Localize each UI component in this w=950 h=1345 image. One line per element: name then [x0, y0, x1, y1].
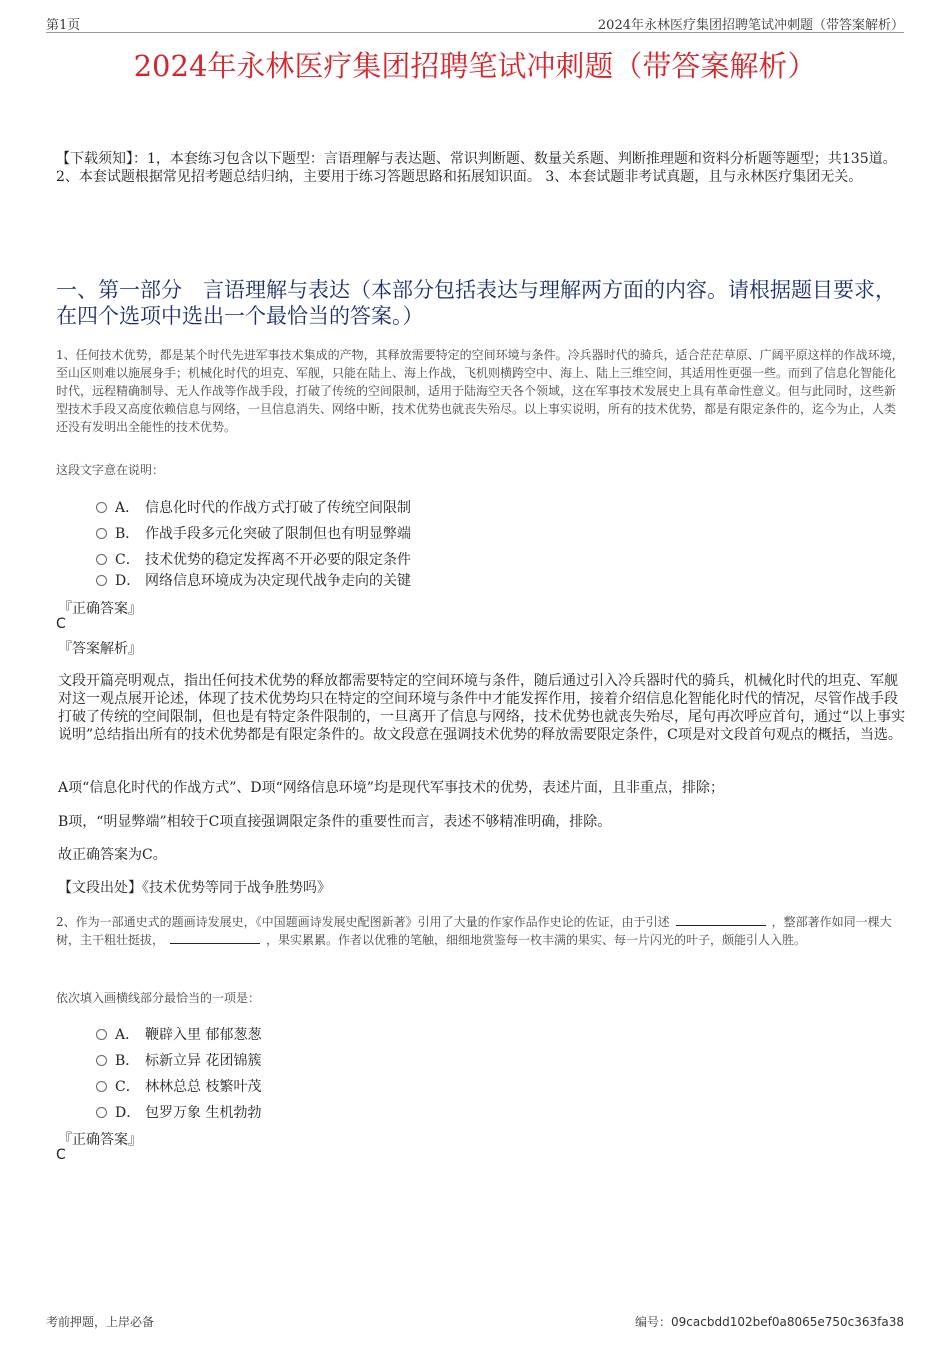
- q1-option-a[interactable]: [96, 497, 411, 517]
- header-page-number: 第1页: [46, 18, 81, 33]
- radio-icon[interactable]: [96, 502, 107, 513]
- option-text: 技术优势的稳定发挥离不开必要的限定条件: [145, 552, 411, 568]
- footer-code-value: 09cacbdd102bef0a8065e750c363fa38: [671, 1315, 904, 1329]
- radio-icon[interactable]: [96, 575, 107, 586]
- q1-analysis-paragraph: B项，“明显弊端”相较于C项直接强调限定条件的重要性而言，表述不够精准明确，排除。: [58, 814, 612, 830]
- q2-stem-part: ，整部著作如同一棵大树，主干粗壮挺拔，: [56, 915, 892, 947]
- page-title: 2024年永林医疗集团招聘笔试冲刺题（带答案解析）: [133, 49, 817, 83]
- radio-icon[interactable]: [96, 1029, 107, 1040]
- q1-option-b[interactable]: [96, 523, 411, 543]
- q1-option-d[interactable]: [96, 570, 411, 590]
- q2-option-d[interactable]: [96, 1102, 261, 1122]
- download-notice: 【下载须知】：1，本套练习包含以下题型：言语理解与表达题、常识判断题、数量关系题、判断推理题和资料分析题等题型；共135道。 2、本套试题根据常见招考题总结归纳，主要用于练习答题思路和拓展知识面。 3、本套试题非考试真题，且与永林医疗集团无关。: [56, 151, 897, 185]
- option-letter: C．: [115, 1079, 140, 1095]
- option-letter: D．: [115, 573, 141, 589]
- option-text: 林林总总 枝繁叶茂: [145, 1079, 262, 1095]
- q1-answer: C: [56, 616, 66, 632]
- radio-icon[interactable]: [96, 528, 107, 539]
- header-doc-title: 2024年永林医疗集团招聘笔试冲刺题（带答案解析）: [597, 18, 904, 33]
- option-letter: D．: [115, 1105, 141, 1121]
- q2-answer-label: 『正确答案』: [58, 1132, 142, 1148]
- q1-source: 【文段出处】《技术优势等同于战争胜势吗》: [58, 880, 331, 896]
- q1-answer-label: 『正确答案』: [58, 601, 142, 617]
- question-1-stem: 1、任何技术优势，都是某个时代先进军事技术集成的产物，其释放需要特定的空间环境与条件。冷兵器时代的骑兵，适合茫茫草原、广阔平原这样的作战环境，至山区则难以施展身手；机械化时代的坦克、军舰，只能在陆上、海上作战，飞机则横跨空中、海上、陆上三维空间，其适用性更强一些。而到了信息化智能化时代，远程精确制导、无人作战等作战手段，打破了传统的空间限制，适用于陆海空天各个领域，这在军事技术发展史上具有革命性意义。但与此同时，这些新型技术手段又高度依赖信息与网络，一旦信息消失、网络中断，技术优势也就丧失殆尽。以上事实说明，所有的技术优势，都是有限定条件的，迄今为止，人类还没有发明出全能性的技术优势。: [56, 348, 904, 434]
- q2-stem-part: 2、作为一部通史式的题画诗发展史，《中国题画诗发展史配图新著》引用了大量的作家作品作史论的佐证，由于引述: [56, 915, 670, 929]
- question-2-stem: [56, 913, 896, 949]
- radio-icon[interactable]: [96, 1107, 107, 1118]
- q1-analysis-label: 『答案解析』: [58, 641, 142, 657]
- question-2-ask: 依次填入画横线部分最恰当的一项是：: [56, 991, 261, 1005]
- q2-option-b[interactable]: [96, 1050, 261, 1070]
- q1-analysis-paragraph: 故正确答案为C。: [58, 847, 167, 863]
- q2-answer: C: [56, 1147, 66, 1163]
- option-letter: C．: [115, 552, 140, 568]
- option-letter: B．: [115, 526, 140, 542]
- question-1-ask: 这段文字意在说明：: [56, 463, 165, 477]
- option-text: 鞭辟入里 郁郁葱葱: [145, 1027, 262, 1043]
- q1-analysis-paragraph: A项“信息化时代的作战方式”、D项“网络信息环境”均是现代军事技术的优势，表述片面，且非重点，排除；: [58, 780, 724, 796]
- option-letter: A．: [115, 500, 140, 516]
- radio-icon[interactable]: [96, 1055, 107, 1066]
- option-letter: B．: [115, 1053, 140, 1069]
- q1-analysis-paragraph: 文段开篇亮明观点，指出任何技术优势的释放都需要特定的空间环境与条件，随后通过引入冷兵器时代的骑兵，机械化时代的坦克、军舰对这一观点展开论述，体现了技术优势均只在特定的空间环境与条件中才能发挥作用，接着介绍信息化智能化时代的情况，尽管作战手段打破了传统的空间限制，但也是有特定条件限制的，一旦离开了信息与网络，技术优势也就丧失殆尽，尾句再次呼应首句，通过“以上事实说明”总结指出所有的技术优势都是有限定条件的。故文段意在强调技术优势的释放需要限定条件，C项是对文段首句观点的概括，当选。: [58, 673, 906, 743]
- radio-icon[interactable]: [96, 1081, 107, 1092]
- q2-stem-part: ，果实累累。作者以优雅的笔触，细细地赏鉴每一枚丰满的果实、每一片闪光的叶子，颇能引人入胜。: [266, 933, 807, 947]
- radio-icon[interactable]: [96, 554, 107, 565]
- section-heading: 一、第一部分 言语理解与表达（本部分包括表达与理解两方面的内容。请根据题目要求，在四个选项中选出一个最恰当的答案。）: [56, 278, 896, 328]
- footer-code-label: 编号：: [635, 1315, 672, 1329]
- option-text: 包罗万象 生机勃勃: [145, 1105, 262, 1121]
- option-text: 网络信息环境成为决定现代战争走向的关键: [145, 573, 411, 589]
- fill-blank-1[interactable]: [676, 913, 766, 926]
- option-letter: A．: [115, 1027, 140, 1043]
- q1-option-c[interactable]: [96, 549, 411, 569]
- option-text: 信息化时代的作战方式打破了传统空间限制: [145, 500, 411, 516]
- q2-option-a[interactable]: [96, 1024, 261, 1044]
- header-rule: [46, 32, 904, 33]
- fill-blank-2[interactable]: [170, 931, 260, 944]
- option-text: 标新立异 花团锦簇: [145, 1053, 262, 1069]
- q2-option-c[interactable]: [96, 1076, 261, 1096]
- footer-code: [635, 1313, 904, 1330]
- option-text: 作战手段多元化突破了限制但也有明显弊端: [145, 526, 411, 542]
- footer-slogan: 考前押题，上岸必备: [46, 1315, 155, 1329]
